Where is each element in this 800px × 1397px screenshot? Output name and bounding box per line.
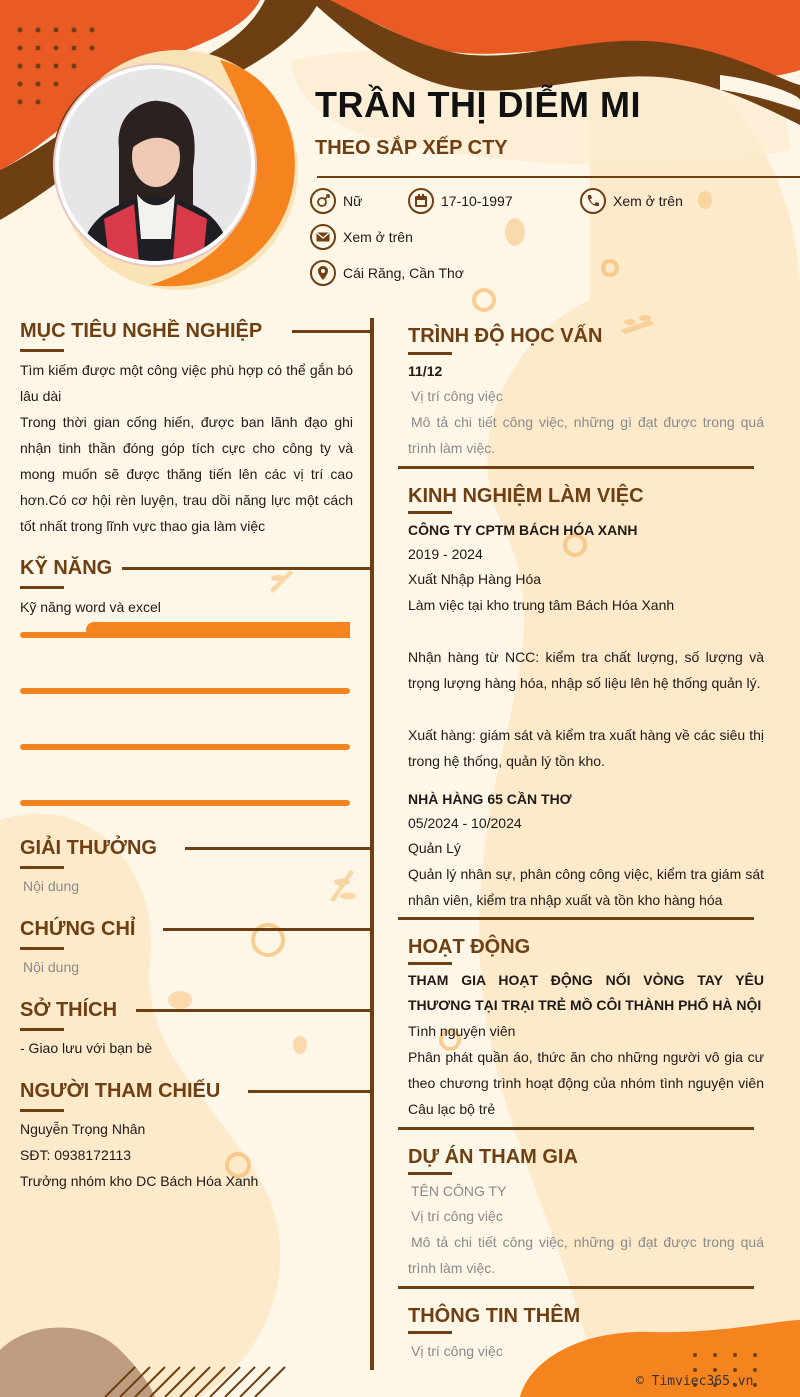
hobbies-line [136, 1009, 372, 1012]
skill-bar-empty-1 [20, 688, 350, 694]
experience-underline [408, 511, 452, 514]
awards-text: Nội dung [23, 878, 80, 894]
hobbies-text: - Giao lưu với bạn bè [20, 1040, 153, 1056]
skill-label: Kỹ năng word và excel [20, 599, 161, 615]
hobbies-underline [20, 1028, 64, 1031]
skill-bar-level [86, 622, 350, 638]
reference-phone: SĐT: 0938172113 [20, 1147, 132, 1163]
projects-underline [408, 1172, 452, 1175]
experience-title: KINH NGHIỆM LÀM VIỆC [408, 485, 644, 507]
education-desc: Mô tả chi tiết công việc, những gì đạt được trong quá trình làm việc. [408, 414, 764, 456]
skill-bar-empty-2 [20, 744, 350, 750]
skill-bar-fill [20, 622, 350, 638]
additional-title: THÔNG TIN THÊM [408, 1305, 581, 1327]
job-2-company: NHÀ HÀNG 65 CẦN THƠ [408, 791, 572, 807]
references-title: NGƯỜI THAM CHIẾU [20, 1080, 221, 1102]
education-bottom-line [398, 466, 754, 469]
experience-bottom-line [398, 917, 754, 920]
email-icon [310, 224, 336, 250]
location-icon [310, 260, 336, 286]
candidate-name: TRẦN THỊ DIỄM MI [315, 84, 641, 125]
skills-underline [20, 586, 64, 589]
projects-title: DỰ ÁN THAM GIA [408, 1146, 578, 1168]
desired-position: THEO SẮP XẾP CTY [315, 137, 508, 159]
awards-line [185, 847, 372, 850]
education-underline [408, 352, 452, 355]
calendar-icon [408, 188, 434, 214]
projects-company: TÊN CÔNG TY [411, 1183, 507, 1199]
references-underline [20, 1109, 64, 1112]
contact-phone[interactable] [580, 188, 683, 214]
awards-title: GIẢI THƯỞNG [20, 837, 157, 859]
additional-text: Vị trí công việc [411, 1343, 503, 1359]
skills-line [122, 567, 372, 570]
objective-line [292, 330, 372, 333]
job-2-desc: Quản lý nhân sự, phân công công việc, kiểm tra giám sát nhân viên, kiểm tra nhập xuất và tồn kho hàng hóa [408, 866, 764, 908]
column-divider [370, 318, 374, 1370]
skill-bar-empty-3 [20, 800, 350, 806]
objective-title: MỤC TIÊU NGHỀ NGHIỆP [20, 320, 263, 342]
certificates-title: CHỨNG CHỈ [20, 918, 136, 940]
certificates-line [163, 928, 372, 931]
job-1-desc: Làm việc tại kho trung tâm Bách Hóa Xanh Nhận hàng từ NCC: kiểm tra chất lượng, số lượng và trọng lượng hàng hóa, nhập số liệu lên hệ thống quản lý. Xuất hàng: giám sát và kiểm tra xuất hàng về các siêu thị trong hệ thống, quản lý tồn kho. [408, 597, 764, 769]
job-1-position: Xuất Nhập Hàng Hóa [408, 571, 542, 587]
education-position: Vị trí công việc [411, 388, 503, 404]
awards-underline [20, 866, 64, 869]
header-divider [317, 176, 800, 178]
education-school: 11/12 [408, 363, 443, 379]
activities-desc: Phân phát quần áo, thức ăn cho những người vô gia cư theo chương trình hoạt động của nhóm tình nguyện viên Câu lạc bộ trẻ [408, 1049, 764, 1117]
reference-role: Trưởng nhóm kho DC Bách Hóa Xanh [20, 1173, 259, 1189]
activities-org: THAM GIA HOẠT ĐỘNG NỐI VÒNG TAY YÊU THƯƠNG TẠI TRẠI TRẺ MỒ CÔI THÀNH PHỐ HÀ NỘI [408, 972, 764, 1013]
certificates-text: Nội dung [23, 959, 80, 975]
activities-title: HOẠT ĐỘNG [408, 936, 531, 958]
footer-watermark: © Timviec365.vn [636, 1374, 754, 1389]
projects-bottom-line [398, 1286, 754, 1289]
gender-value: Nữ [343, 193, 363, 209]
job-2-period: 05/2024 - 10/2024 [408, 815, 522, 831]
gender-icon [310, 188, 336, 214]
address-value: Cái Răng, Cần Thơ [343, 265, 464, 281]
additional-underline [408, 1331, 452, 1334]
birthday-value: 17-10-1997 [441, 193, 513, 209]
projects-desc: Mô tả chi tiết công việc, những gì đạt được trong quá trình làm việc. [408, 1234, 764, 1276]
email-value: Xem ở trên [343, 229, 413, 245]
contact-email[interactable] [310, 224, 413, 250]
avatar-photo-icon [59, 69, 251, 261]
job-2-position: Quản Lý [408, 840, 461, 856]
job-1-company: CÔNG TY CPTM BÁCH HÓA XANH [408, 522, 638, 538]
contact-gender [310, 188, 362, 214]
references-line [248, 1090, 372, 1093]
reference-name: Nguyễn Trọng Nhân [20, 1121, 146, 1137]
objective-underline [20, 349, 64, 352]
education-title: TRÌNH ĐỘ HỌC VẤN [408, 325, 603, 347]
contact-birthday [408, 188, 513, 214]
certificates-underline [20, 947, 64, 950]
projects-position: Vị trí công việc [411, 1208, 503, 1224]
hobbies-title: SỞ THÍCH [20, 999, 118, 1021]
skills-title: KỸ NĂNG [20, 557, 113, 579]
job-1-period: 2019 - 2024 [408, 546, 483, 562]
objective-text: Tìm kiếm được một công việc phù hợp có thể gắn bó lâu dài Trong thời gian cống hiến, được ban lãnh đạo ghi nhận tinh thần đóng góp tích cực cho công ty và mong muốn sẽ được thăng tiến lên các vị trí cao hơn.Có cơ hội rèn luyện, trau dồi năng lực một cách tốt nhất trong lĩnh vực thao gia làm việc [20, 362, 353, 534]
activities-bottom-line [398, 1127, 754, 1130]
contact-address [310, 260, 464, 286]
activities-underline [408, 962, 452, 965]
phone-value: Xem ở trên [613, 193, 683, 209]
activities-role: Tình nguyện viên [408, 1023, 516, 1039]
avatar [55, 65, 255, 265]
phone-icon [580, 188, 606, 214]
